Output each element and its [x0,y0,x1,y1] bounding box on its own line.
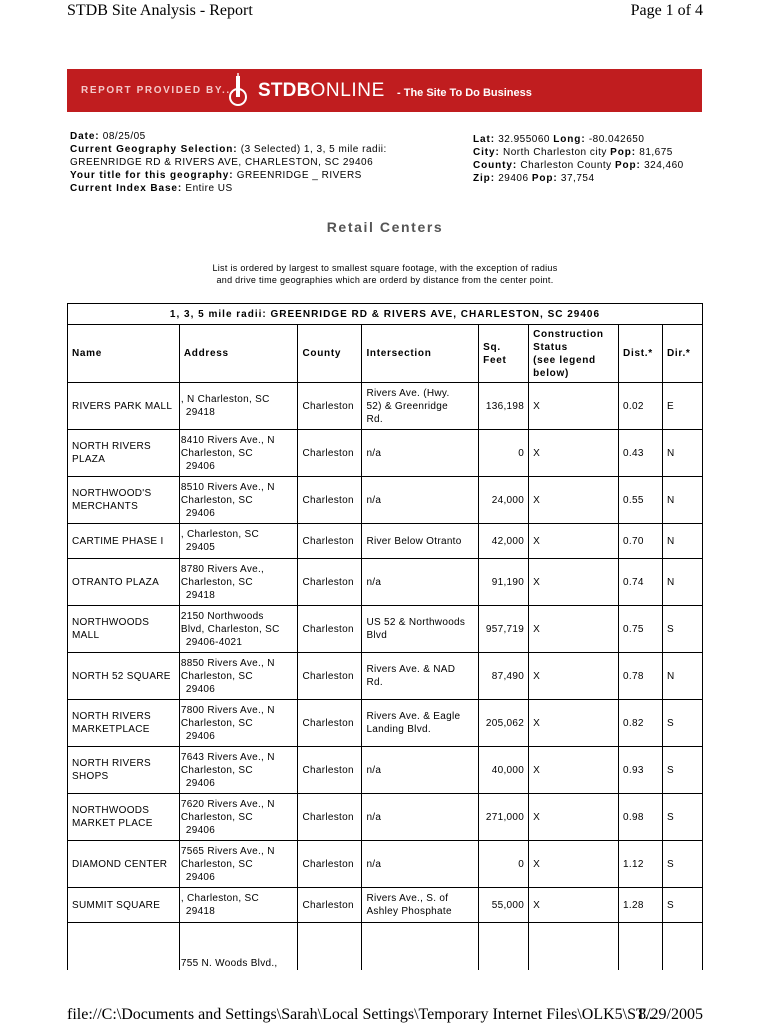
cell-intersection [362,841,479,888]
cell-intersection-line: Rd. [366,677,383,688]
cell-empty [298,923,362,970]
cell-address [179,606,298,653]
cell-empty [68,923,180,970]
cell-address-line: Charleston, SC [180,764,253,776]
col-dir: Dir.* [663,325,703,383]
cell-status: X [529,794,619,841]
cell-name-line: NORTH RIVERS [72,711,151,722]
cell-sq-feet: 957,719 [479,606,529,653]
geography-address: GREENRIDGE RD & RIVERS AVE, CHARLESTON, SC 29406 [70,157,374,168]
cell-address-line: 2150 Northwoods [180,610,264,622]
footer-file-path: file://C:\Documents and Settings\Sarah\Local Settings\Temporary Internet Files\OLK5\ST... [67,1006,657,1023]
cell-county: Charleston [298,653,362,700]
cell-dir: S [663,747,703,794]
cell-sq-feet: 40,000 [479,747,529,794]
report-date: 08/25/05 [102,131,146,142]
cell-status: X [529,841,619,888]
table-row [68,700,703,747]
city-pop-label: Pop: [610,147,636,158]
cell-address [179,653,298,700]
page-number: Page 1 of 4 [630,2,703,19]
geography-selection: (3 Selected) 1, 3, 5 mile radii: [240,144,387,155]
cell-dist: 0.98 [619,794,663,841]
col-sq-feet-line1: Sq. [483,341,501,353]
cell-intersection-line: n/a [366,811,382,823]
cell-empty [619,923,663,970]
retail-centers-table [67,303,703,970]
cell-name-line: NORTHWOODS [72,617,150,628]
cell-address-line: 29405 [185,542,216,553]
cell-status: X [529,606,619,653]
table-caption: 1, 3, 5 mile radii: GREENRIDGE RD & RIVERS AVE, CHARLESTON, SC 29406 [68,304,703,325]
cell-name-line: NORTHWOODS [72,805,150,816]
cell-dir: S [663,700,703,747]
banner-provided-by: REPORT PROVIDED BY... [81,85,236,96]
table-row [68,430,703,477]
county-pop: 324,460 [644,160,684,171]
col-name: Name [68,325,180,383]
cell-dist: 0.02 [619,383,663,430]
index-label: Current Index Base: [70,183,183,194]
cell-name-line: RIVERS PARK MALL [72,400,173,412]
cell-address-line: 7800 Rivers Ave., N [180,704,275,716]
banner-brand [258,80,385,102]
cell-intersection-line: Rivers Ave., S. of [366,893,449,904]
county: Charleston County [520,160,612,171]
cell-name [68,841,180,888]
table-row [68,383,703,430]
cell-dist: 0.43 [619,430,663,477]
banner-tagline: - The Site To Do Business [397,87,532,99]
city-label: City: [473,147,500,158]
cell-dir: S [663,841,703,888]
cell-intersection-line: Blvd [366,630,388,641]
cell-address-line: 8510 Rivers Ave., N [180,481,275,493]
col-status-line1: Construction [533,328,604,340]
cell-intersection-line: Landing Blvd. [366,724,431,735]
zip-pop-label: Pop: [531,173,558,184]
cell-county: Charleston [298,888,362,923]
cell-name-line: DIAMOND CENTER [72,858,168,870]
cell-address [179,559,298,606]
zip-pop: 37,754 [560,173,595,184]
cell-intersection-line: Rivers Ave. & Eagle [366,711,461,722]
col-sq-feet-line2: Feet [483,354,507,366]
cell-address [179,794,298,841]
cell-dir: E [663,383,703,430]
col-status-line3: (see legend [533,354,596,366]
table-row [68,606,703,653]
cell-address-line: Charleston, SC [180,447,253,459]
cell-name-line: SUMMIT SQUARE [72,899,161,911]
cell-intersection-line: n/a [366,764,382,776]
cell-address-line: 29406 [185,824,216,836]
cell-name [68,559,180,606]
cell-address-line: Charleston, SC [180,717,253,729]
cell-dist: 1.12 [619,841,663,888]
title-label: Your title for this geography: [70,170,234,181]
cell-sq-feet: 136,198 [479,383,529,430]
cell-address [179,923,298,970]
cell-intersection-line: Rivers Ave. (Hwy. [366,387,450,399]
cell-county: Charleston [298,794,362,841]
cell-address-line: 29406 [185,871,216,883]
table-row [68,888,703,923]
cell-address [179,888,298,923]
cell-dist: 0.70 [619,524,663,559]
zip-label: Zip: [473,173,495,184]
table-row [68,477,703,524]
cell-dist: 0.75 [619,606,663,653]
col-sq-feet [479,325,529,383]
cell-intersection [362,653,479,700]
footer-date: 8/29/2005 [638,1006,703,1023]
ordering-note-line1: List is ordered by largest to smallest square footage, with the exception of radius [212,263,558,273]
cell-name-line: NORTHWOOD'S [72,488,152,499]
table-row [68,747,703,794]
ordering-note [0,262,770,286]
cell-sq-feet: 0 [479,430,529,477]
col-intersection: Intersection [362,325,479,383]
cell-status: X [529,524,619,559]
col-status [529,325,619,383]
cell-name [68,747,180,794]
lat-label: Lat: [473,134,495,145]
cell-intersection-line: 52) & Greenridge [366,400,448,412]
cell-address-line: , N Charleston, SC [180,394,270,405]
city: North Charleston city [503,147,607,158]
zip: 29406 [498,173,529,184]
cell-address-line: 29406 [185,683,216,695]
cell-empty [529,923,619,970]
cell-address-line: 29406 [185,460,216,472]
longitude: -80.042650 [588,134,645,145]
cell-status: X [529,477,619,524]
col-status-line4: below) [533,367,569,379]
date-label: Date: [70,131,100,142]
cell-county: Charleston [298,747,362,794]
table-row [68,794,703,841]
cell-address-line: 29418 [185,589,216,601]
cell-status: X [529,888,619,923]
cell-intersection-line: US 52 & Northwoods [366,617,466,628]
cell-address-line: 7565 Rivers Ave., N [180,845,275,857]
cell-name-line: NORTH 52 SQUARE [72,670,171,682]
cell-dist: 0.82 [619,700,663,747]
cell-intersection [362,888,479,923]
cell-intersection [362,383,479,430]
cell-address-line: 8850 Rivers Ave., N [180,657,275,669]
cell-county: Charleston [298,700,362,747]
cell-name-line: MARKETPLACE [72,724,150,735]
cell-county: Charleston [298,559,362,606]
cell-name-line: SHOPS [72,771,109,782]
cell-dir: N [663,653,703,700]
cell-address-line: 29418 [185,407,216,418]
cell-address-line: 7620 Rivers Ave., N [180,798,275,810]
cell-address-line: 29406-4021 [185,636,243,648]
cell-address-line: 8780 Rivers Ave., [180,563,265,575]
cell-intersection [362,606,479,653]
table-header-row [68,325,703,383]
cell-address-line: Blvd, Charleston, SC [180,623,280,635]
county-pop-label: Pop: [614,160,641,171]
cell-name [68,794,180,841]
cell-empty [479,923,529,970]
cell-county: Charleston [298,383,362,430]
report-meta-right [473,133,684,185]
cell-empty [663,923,703,970]
cell-address-line: Charleston, SC [180,858,253,870]
cell-address-line: , Charleston, SC [180,529,260,540]
stdb-banner[interactable] [67,69,702,112]
cell-name [68,700,180,747]
cell-address-line: 7643 Rivers Ave., N [180,751,275,763]
cell-address [179,430,298,477]
cell-intersection-line: Ashley Phosphate [366,906,452,917]
cell-intersection-line: n/a [366,447,382,459]
cell-county: Charleston [298,477,362,524]
cell-intersection [362,700,479,747]
cell-name-line: MALL [72,630,100,641]
cell-status: X [529,653,619,700]
col-status-line2: Status [533,341,568,353]
cell-name [68,383,180,430]
cell-address-line: Charleston, SC [180,670,253,682]
tower-logo-icon [227,73,249,107]
cell-dist: 0.93 [619,747,663,794]
cell-address [179,841,298,888]
cell-address-line: 29406 [185,507,216,519]
latitude: 32.955060 [498,134,550,145]
ordering-note-line2: and drive time geographies which are orderd by distance from the center point. [216,275,554,285]
county-label: County: [473,160,518,171]
cell-address-line: Charleston, SC [180,811,253,823]
table-row [68,653,703,700]
cell-address-line: 29418 [185,906,216,917]
cell-name-line: OTRANTO PLAZA [72,576,160,588]
cell-intersection-line: n/a [366,576,382,588]
cell-county: Charleston [298,841,362,888]
cell-name [68,653,180,700]
cell-name-line: NORTH RIVERS [72,758,151,769]
brand-bold: STDB [258,80,311,101]
index-base: Entire US [185,183,233,194]
cell-address-line: 29406 [185,730,216,742]
cell-intersection [362,524,479,559]
city-pop: 81,675 [639,147,673,158]
cell-dist: 1.28 [619,888,663,923]
cell-intersection-line: n/a [366,858,382,870]
cell-dir: N [663,430,703,477]
long-label: Long: [553,134,586,145]
cell-dir: N [663,477,703,524]
cell-status: X [529,559,619,606]
cell-sq-feet: 205,062 [479,700,529,747]
cell-address-line: Charleston, SC [180,576,253,588]
cell-name-line: PLAZA [72,454,106,465]
cell-name-line: NORTH RIVERS [72,441,151,452]
table-row [68,841,703,888]
cell-county: Charleston [298,606,362,653]
cell-status: X [529,700,619,747]
cell-intersection [362,430,479,477]
cell-name [68,524,180,559]
cell-address-line: 8410 Rivers Ave., N [180,434,275,446]
cell-county: Charleston [298,524,362,559]
cell-dir: S [663,794,703,841]
col-address: Address [179,325,298,383]
cell-address [179,524,298,559]
cell-intersection [362,477,479,524]
cell-empty [362,923,479,970]
cell-sq-feet: 0 [479,841,529,888]
cell-intersection-line: Rd. [366,413,383,425]
cell-dir: N [663,559,703,606]
cell-sq-feet: 42,000 [479,524,529,559]
cell-address-line: , Charleston, SC [180,893,260,904]
browser-page-title: STDB Site Analysis - Report [67,2,253,19]
cell-intersection [362,747,479,794]
col-dist: Dist.* [619,325,663,383]
cell-sq-feet: 271,000 [479,794,529,841]
cell-name-line: CARTIME PHASE I [72,535,164,547]
geography-title: GREENRIDGE _ RIVERS [236,170,362,181]
section-title: Retail Centers [326,219,444,235]
cell-sq-feet: 55,000 [479,888,529,923]
cell-address [179,700,298,747]
cell-intersection-line: n/a [366,494,382,506]
cell-status: X [529,430,619,477]
cell-name [68,430,180,477]
cell-status: X [529,383,619,430]
cell-address-line: 755 N. Woods Blvd., [180,957,278,969]
cell-address [179,477,298,524]
cell-address [179,747,298,794]
cell-dir: S [663,606,703,653]
col-county: County [298,325,362,383]
table-row-partial [68,923,703,970]
cell-address-line: 29406 [185,777,216,789]
cell-name-line: MARKET PLACE [72,818,153,829]
cell-sq-feet: 24,000 [479,477,529,524]
cell-dist: 0.78 [619,653,663,700]
selection-label: Current Geography Selection: [70,144,238,155]
cell-dir: N [663,524,703,559]
brand-light: ONLINE [310,80,385,101]
cell-dist: 0.55 [619,477,663,524]
cell-name [68,888,180,923]
cell-address [179,383,298,430]
cell-intersection-line: Rivers Ave. & NAD [366,664,456,675]
cell-address-line: Charleston, SC [180,494,253,506]
cell-county: Charleston [298,430,362,477]
cell-dist: 0.74 [619,559,663,606]
cell-name [68,606,180,653]
cell-intersection [362,794,479,841]
cell-name [68,477,180,524]
cell-intersection-line: River Below Otranto [366,535,462,547]
report-meta-left [70,130,387,195]
cell-sq-feet: 87,490 [479,653,529,700]
cell-intersection [362,559,479,606]
cell-dir: S [663,888,703,923]
table-row [68,524,703,559]
table-row [68,559,703,606]
cell-name-line: MERCHANTS [72,501,139,512]
cell-status: X [529,747,619,794]
cell-sq-feet: 91,190 [479,559,529,606]
